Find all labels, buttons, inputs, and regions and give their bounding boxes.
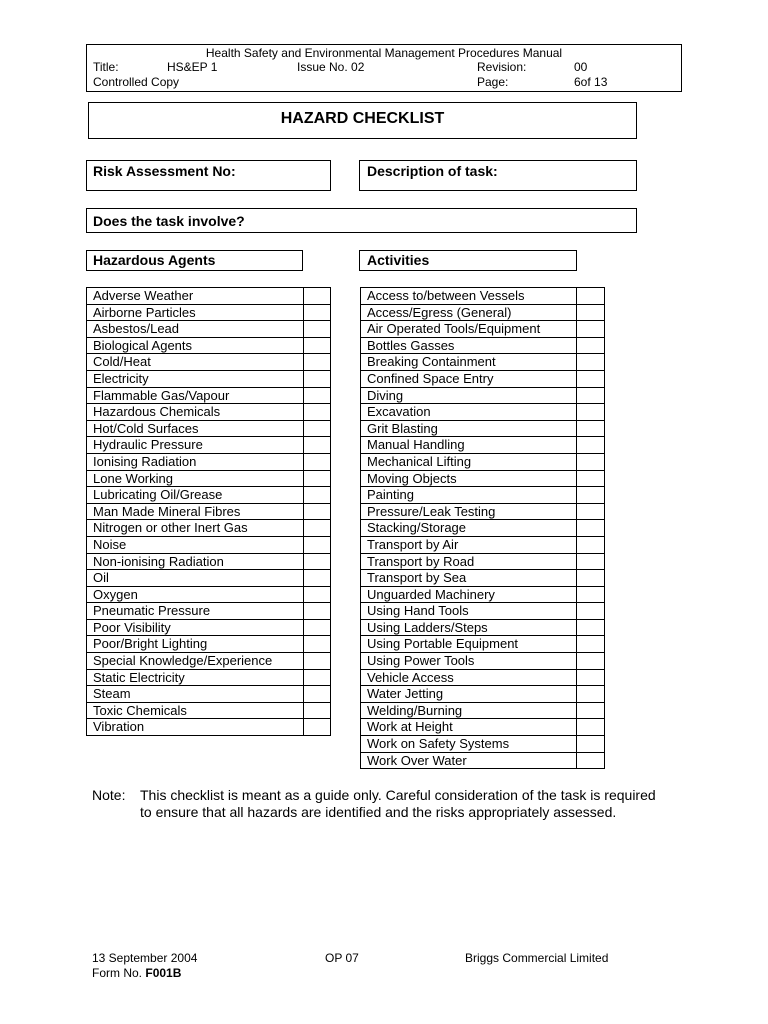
activity-checkbox[interactable] — [577, 470, 605, 487]
activity-checkbox[interactable] — [577, 752, 605, 769]
agent-checkbox[interactable] — [304, 719, 331, 736]
agent-checkbox[interactable] — [304, 536, 331, 553]
activity-label: Diving — [361, 387, 577, 404]
activity-label: Access/Egress (General) — [361, 304, 577, 321]
agent-row — [87, 387, 331, 404]
footer-company: Briggs Commercial Limited — [465, 951, 609, 965]
task-description-label: Description of task: — [367, 163, 498, 179]
activity-checkbox[interactable] — [577, 387, 605, 404]
issue-number: Issue No. 02 — [297, 60, 365, 74]
page-label: Page: — [477, 75, 509, 89]
agent-row — [87, 619, 331, 636]
agent-checkbox[interactable] — [304, 337, 331, 354]
activity-checkbox[interactable] — [577, 619, 605, 636]
activity-row — [361, 321, 605, 338]
activity-label: Vehicle Access — [361, 669, 577, 686]
activity-label: Access to/between Vessels — [361, 288, 577, 305]
agent-checkbox[interactable] — [304, 603, 331, 620]
activity-label: Mechanical Lifting — [361, 453, 577, 470]
agent-label: Flammable Gas/Vapour — [87, 387, 304, 404]
activity-row — [361, 520, 605, 537]
activity-row — [361, 553, 605, 570]
agent-checkbox[interactable] — [304, 702, 331, 719]
activity-checkbox[interactable] — [577, 420, 605, 437]
activity-checkbox[interactable] — [577, 536, 605, 553]
agent-row — [87, 370, 331, 387]
agent-label: Toxic Chemicals — [87, 702, 304, 719]
activity-checkbox[interactable] — [577, 586, 605, 603]
agent-checkbox[interactable] — [304, 453, 331, 470]
agent-label: Biological Agents — [87, 337, 304, 354]
agent-row — [87, 603, 331, 620]
note-label: Note: — [92, 787, 126, 803]
activity-label: Transport by Road — [361, 553, 577, 570]
agent-label: Pneumatic Pressure — [87, 603, 304, 620]
manual-title: Health Safety and Environmental Management Procedures Manual — [205, 46, 563, 60]
risk-assessment-label: Risk Assessment No: — [93, 163, 236, 179]
agent-checkbox[interactable] — [304, 321, 331, 338]
activity-row — [361, 702, 605, 719]
agent-label: Lubricating Oil/Grease — [87, 487, 304, 504]
agent-label: Adverse Weather — [87, 288, 304, 305]
agent-row — [87, 570, 331, 587]
activity-row — [361, 420, 605, 437]
activity-label: Using Power Tools — [361, 653, 577, 670]
agent-label: Hydraulic Pressure — [87, 437, 304, 454]
agent-checkbox[interactable] — [304, 553, 331, 570]
controlled-copy: Controlled Copy — [93, 75, 180, 89]
activity-row — [361, 719, 605, 736]
agent-row — [87, 487, 331, 504]
agent-checkbox[interactable] — [304, 503, 331, 520]
activity-row — [361, 404, 605, 421]
agent-checkbox[interactable] — [304, 686, 331, 703]
activity-label: Excavation — [361, 404, 577, 421]
agent-row — [87, 636, 331, 653]
form-number-value: F001B — [145, 966, 182, 980]
hazardous-agents-table — [86, 287, 331, 736]
activity-checkbox[interactable] — [577, 686, 605, 703]
activities-heading: Activities — [367, 252, 430, 268]
agent-row — [87, 404, 331, 421]
activity-label: Water Jetting — [361, 686, 577, 703]
agent-label: Asbestos/Lead — [87, 321, 304, 338]
activity-checkbox[interactable] — [577, 288, 605, 305]
checklist-title: HAZARD CHECKLIST — [280, 110, 445, 127]
agent-label: Nitrogen or other Inert Gas — [87, 520, 304, 537]
agent-row — [87, 321, 331, 338]
document-header — [86, 44, 682, 92]
activity-row — [361, 686, 605, 703]
activity-checkbox[interactable] — [577, 404, 605, 421]
agent-row — [87, 553, 331, 570]
agent-checkbox[interactable] — [304, 304, 331, 321]
agent-checkbox[interactable] — [304, 636, 331, 653]
agent-row — [87, 337, 331, 354]
activity-label: Stacking/Storage — [361, 520, 577, 537]
activity-label: Transport by Sea — [361, 570, 577, 587]
activity-row — [361, 619, 605, 636]
activity-row — [361, 470, 605, 487]
activity-label: Using Hand Tools — [361, 603, 577, 620]
activity-checkbox[interactable] — [577, 653, 605, 670]
agent-checkbox[interactable] — [304, 404, 331, 421]
footer-date: 13 September 2004 — [92, 951, 198, 965]
agent-row — [87, 586, 331, 603]
activity-row — [361, 536, 605, 553]
activity-label: Grit Blasting — [361, 420, 577, 437]
form-number-label: Form No. — [92, 966, 143, 980]
activity-checkbox[interactable] — [577, 603, 605, 620]
activity-checkbox[interactable] — [577, 354, 605, 371]
agent-checkbox[interactable] — [304, 437, 331, 454]
activity-checkbox[interactable] — [577, 636, 605, 653]
agent-row — [87, 304, 331, 321]
agent-row — [87, 536, 331, 553]
revision-value: 00 — [574, 60, 588, 74]
agent-label: Poor Visibility — [87, 619, 304, 636]
activity-label: Work Over Water — [361, 752, 577, 769]
agent-checkbox[interactable] — [304, 470, 331, 487]
activity-row — [361, 437, 605, 454]
agent-checkbox[interactable] — [304, 619, 331, 636]
activity-checkbox[interactable] — [577, 719, 605, 736]
agents-heading-box — [86, 250, 303, 271]
activity-row — [361, 354, 605, 371]
agent-checkbox[interactable] — [304, 370, 331, 387]
risk-assessment-field[interactable] — [86, 160, 331, 191]
activity-label: Air Operated Tools/Equipment — [361, 321, 577, 338]
agent-row — [87, 686, 331, 703]
agent-label: Vibration — [87, 719, 304, 736]
activity-checkbox[interactable] — [577, 337, 605, 354]
agent-row — [87, 669, 331, 686]
activity-label: Moving Objects — [361, 470, 577, 487]
activity-checkbox[interactable] — [577, 669, 605, 686]
activity-row — [361, 752, 605, 769]
activity-row — [361, 636, 605, 653]
question-box — [86, 208, 637, 233]
activity-row — [361, 669, 605, 686]
activity-label: Manual Handling — [361, 437, 577, 454]
question-text: Does the task involve? — [93, 213, 245, 229]
activity-label: Bottles Gasses — [361, 337, 577, 354]
agent-checkbox[interactable] — [304, 570, 331, 587]
activity-row — [361, 304, 605, 321]
activity-checkbox[interactable] — [577, 503, 605, 520]
agent-row — [87, 437, 331, 454]
agent-label: Hazardous Chemicals — [87, 404, 304, 421]
footer-form-number — [92, 966, 181, 980]
agent-row — [87, 420, 331, 437]
agent-label: Steam — [87, 686, 304, 703]
activity-row — [361, 337, 605, 354]
agent-row — [87, 520, 331, 537]
activity-label: Confined Space Entry — [361, 370, 577, 387]
activity-row — [361, 570, 605, 587]
agent-checkbox[interactable] — [304, 354, 331, 371]
agent-checkbox[interactable] — [304, 288, 331, 305]
activity-label: Pressure/Leak Testing — [361, 503, 577, 520]
activity-row — [361, 503, 605, 520]
activity-row — [361, 370, 605, 387]
activity-row — [361, 288, 605, 305]
agent-checkbox[interactable] — [304, 520, 331, 537]
agent-row — [87, 288, 331, 305]
activities-heading-box — [359, 250, 577, 271]
title-label: Title: — [93, 60, 119, 74]
agent-checkbox[interactable] — [304, 669, 331, 686]
activity-label: Work on Safety Systems — [361, 736, 577, 753]
title-value: HS&EP 1 — [167, 60, 218, 74]
activity-row — [361, 487, 605, 504]
activity-checkbox[interactable] — [577, 570, 605, 587]
activity-checkbox[interactable] — [577, 321, 605, 338]
revision-label: Revision: — [477, 60, 527, 74]
activity-label: Welding/Burning — [361, 702, 577, 719]
agent-label: Man Made Mineral Fibres — [87, 503, 304, 520]
activity-row — [361, 586, 605, 603]
agent-row — [87, 503, 331, 520]
activity-checkbox[interactable] — [577, 453, 605, 470]
agent-label: Lone Working — [87, 470, 304, 487]
agent-row — [87, 354, 331, 371]
activity-row — [361, 603, 605, 620]
checklist-title-box — [88, 102, 637, 139]
agent-label: Oil — [87, 570, 304, 587]
activity-checkbox[interactable] — [577, 437, 605, 454]
agent-label: Poor/Bright Lighting — [87, 636, 304, 653]
activity-row — [361, 387, 605, 404]
agent-row — [87, 702, 331, 719]
note-text: This checklist is meant as a guide only. Careful consideration of the task is required to ensure that all hazards are identified and the risks appropriately assessed. — [140, 787, 656, 820]
activity-checkbox[interactable] — [577, 553, 605, 570]
activity-row — [361, 453, 605, 470]
agent-checkbox[interactable] — [304, 420, 331, 437]
activity-checkbox[interactable] — [577, 304, 605, 321]
activity-checkbox[interactable] — [577, 370, 605, 387]
agents-heading: Hazardous Agents — [93, 252, 216, 268]
agent-checkbox[interactable] — [304, 387, 331, 404]
activity-label: Using Ladders/Steps — [361, 619, 577, 636]
agent-label: Hot/Cold Surfaces — [87, 420, 304, 437]
agent-row — [87, 453, 331, 470]
agent-checkbox[interactable] — [304, 487, 331, 504]
agent-row — [87, 719, 331, 736]
activity-label: Breaking Containment — [361, 354, 577, 371]
task-description-field[interactable] — [359, 160, 637, 191]
activity-label: Work at Height — [361, 719, 577, 736]
agent-label: Ionising Radiation — [87, 453, 304, 470]
agent-row — [87, 470, 331, 487]
activities-table — [360, 287, 605, 769]
agent-checkbox[interactable] — [304, 653, 331, 670]
activity-label: Using Portable Equipment — [361, 636, 577, 653]
activity-label: Painting — [361, 487, 577, 504]
agent-checkbox[interactable] — [304, 586, 331, 603]
activity-label: Transport by Air — [361, 536, 577, 553]
agent-label: Electricity — [87, 370, 304, 387]
footer-op: OP 07 — [325, 951, 359, 965]
agent-label: Oxygen — [87, 586, 304, 603]
agent-label: Non-ionising Radiation — [87, 553, 304, 570]
agent-label: Cold/Heat — [87, 354, 304, 371]
activity-checkbox[interactable] — [577, 487, 605, 504]
agent-row — [87, 653, 331, 670]
agent-label: Noise — [87, 536, 304, 553]
activity-label: Unguarded Machinery — [361, 586, 577, 603]
agent-label: Airborne Particles — [87, 304, 304, 321]
activity-checkbox[interactable] — [577, 520, 605, 537]
activity-checkbox[interactable] — [577, 702, 605, 719]
activity-row — [361, 653, 605, 670]
activity-row — [361, 736, 605, 753]
page-value: 6of 13 — [574, 75, 608, 89]
agent-label: Static Electricity — [87, 669, 304, 686]
activity-checkbox[interactable] — [577, 736, 605, 753]
agent-label: Special Knowledge/Experience — [87, 653, 304, 670]
